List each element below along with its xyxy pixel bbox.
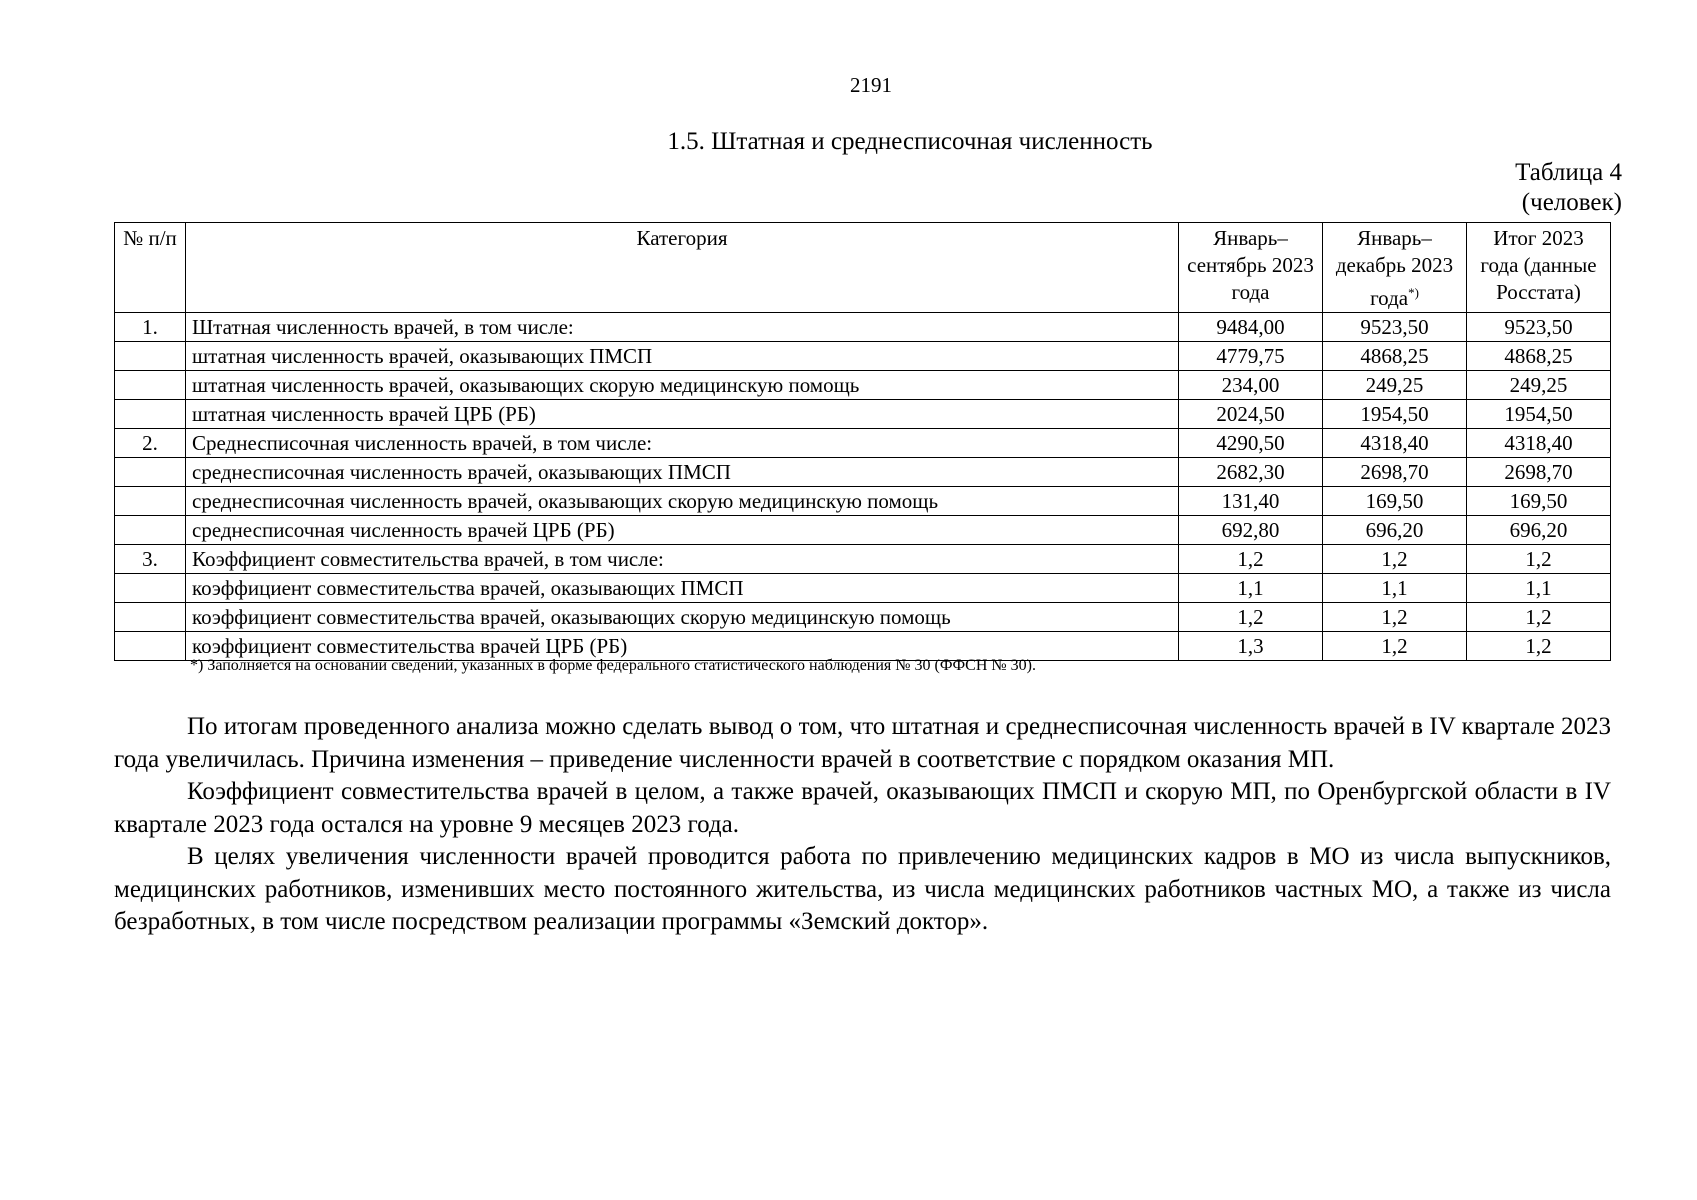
row-value-total: 4318,40 [1467,429,1611,458]
row-value-jan-dec: 249,25 [1323,371,1467,400]
table-footnote: *) Заполняется на основании сведений, указанных в форме федерального статистического наблюдения № 30 (ФФСН № 30). [190,657,1036,674]
row-value-jan-sep: 131,40 [1179,487,1323,516]
row-value-jan-dec: 696,20 [1323,516,1467,545]
header-jan-dec [1323,223,1467,313]
row-value-jan-sep: 9484,00 [1179,313,1323,342]
table-body [115,313,1611,661]
row-number [115,487,186,516]
row-number [115,632,186,661]
row-number [115,458,186,487]
row-value-jan-sep: 1,1 [1179,574,1323,603]
row-category: среднесписочная численность врачей, оказывающих скорую медицинскую помощь [186,487,1179,516]
table-row [115,429,1611,458]
row-value-jan-sep: 1,2 [1179,545,1323,574]
row-value-total: 1954,50 [1467,400,1611,429]
table-row [115,371,1611,400]
table-row [115,342,1611,371]
page-number: 2191 [850,73,892,97]
row-value-total: 1,1 [1467,574,1611,603]
row-value-jan-sep: 1,3 [1179,632,1323,661]
row-category: коэффициент совместительства врачей ЦРБ (РБ) [186,632,1179,661]
header-category: Категория [186,223,1179,313]
row-value-jan-dec: 169,50 [1323,487,1467,516]
row-category: среднесписочная численность врачей ЦРБ (РБ) [186,516,1179,545]
table-label: Таблица 4 [1515,159,1622,186]
row-value-total: 696,20 [1467,516,1611,545]
row-value-jan-dec: 1,2 [1323,545,1467,574]
row-category: коэффициент совместительства врачей, оказывающих ПМСП [186,574,1179,603]
row-category: Среднесписочная численность врачей, в том числе: [186,429,1179,458]
row-category: штатная численность врачей, оказывающих скорую медицинскую помощь [186,371,1179,400]
row-number: 2. [115,429,186,458]
table-row [115,516,1611,545]
row-value-jan-dec: 9523,50 [1323,313,1467,342]
staffing-table [114,222,1611,661]
row-value-jan-sep: 2024,50 [1179,400,1323,429]
header-total-rosstat: Итог 2023 года (данные Росстата) [1467,223,1611,313]
row-value-jan-dec: 1954,50 [1323,400,1467,429]
table-row [115,487,1611,516]
table-row [115,545,1611,574]
paragraph: В целях увеличения численности врачей проводится работа по привлечению медицинских кадров в МО из числа выпускников, медицинских работников, изменивших место постоянного жительства, из числа медицинских работников частных МО, а также из числа безработных, в том числе посредством реализации программы «Земский доктор». [114,843,1611,935]
row-value-total: 1,2 [1467,632,1611,661]
row-value-jan-dec: 4318,40 [1323,429,1467,458]
row-value-total: 169,50 [1467,487,1611,516]
row-value-jan-sep: 4290,50 [1179,429,1323,458]
row-value-jan-sep: 2682,30 [1179,458,1323,487]
row-category: коэффициент совместительства врачей, оказывающих скорую медицинскую помощь [186,603,1179,632]
row-value-total: 4868,25 [1467,342,1611,371]
table-row [115,458,1611,487]
row-number: 1. [115,313,186,342]
row-number [115,574,186,603]
header-footnote-mark: *) [1408,285,1419,300]
table-row [115,603,1611,632]
row-value-jan-sep: 4779,75 [1179,342,1323,371]
row-category: Коэффициент совместительства врачей, в том числе: [186,545,1179,574]
table-row [115,313,1611,342]
row-number: 3. [115,545,186,574]
row-category: Штатная численность врачей, в том числе: [186,313,1179,342]
row-value-jan-dec: 4868,25 [1323,342,1467,371]
header-jan-sep: Январь–сентябрь 2023 года [1179,223,1323,313]
row-number [115,342,186,371]
row-value-total: 1,2 [1467,603,1611,632]
paragraph: Коэффициент совместительства врачей в целом, а также врачей, оказывающих ПМСП и скорую МП, по Оренбургской области в IV квартале 2023 года остался на уровне 9 месяцев 2023 года. [114,778,1611,838]
row-value-jan-dec: 1,2 [1323,632,1467,661]
row-value-total: 249,25 [1467,371,1611,400]
row-value-total: 9523,50 [1467,313,1611,342]
row-number [115,603,186,632]
table-row [115,574,1611,603]
row-category: штатная численность врачей ЦРБ (РБ) [186,400,1179,429]
header-jan-dec-label: Январь–декабрь 2023 года [1335,226,1454,310]
paragraph: По итогам проведенного анализа можно сделать вывод о том, что штатная и среднесписочная численность врачей в IV квартале 2023 года увеличилась. Причина изменения – приведение численности врачей в соответствие с порядком оказания МП. [114,713,1611,773]
row-number [115,516,186,545]
row-category: штатная численность врачей, оказывающих ПМСП [186,342,1179,371]
row-value-jan-sep: 692,80 [1179,516,1323,545]
row-value-jan-sep: 1,2 [1179,603,1323,632]
header-number: № п/п [115,223,186,313]
row-value-total: 2698,70 [1467,458,1611,487]
table-header-row [115,223,1611,313]
section-title: 1.5. Штатная и среднесписочная численность [667,128,1153,155]
row-value-jan-dec: 1,2 [1323,603,1467,632]
body-text [114,711,1611,939]
table-caption [1515,158,1622,218]
row-number [115,371,186,400]
row-value-jan-sep: 234,00 [1179,371,1323,400]
row-value-jan-dec: 1,1 [1323,574,1467,603]
row-value-jan-dec: 2698,70 [1323,458,1467,487]
row-category: среднесписочная численность врачей, оказывающих ПМСП [186,458,1179,487]
row-number [115,400,186,429]
table-unit: (человек) [1521,189,1622,216]
table-row [115,400,1611,429]
row-value-total: 1,2 [1467,545,1611,574]
